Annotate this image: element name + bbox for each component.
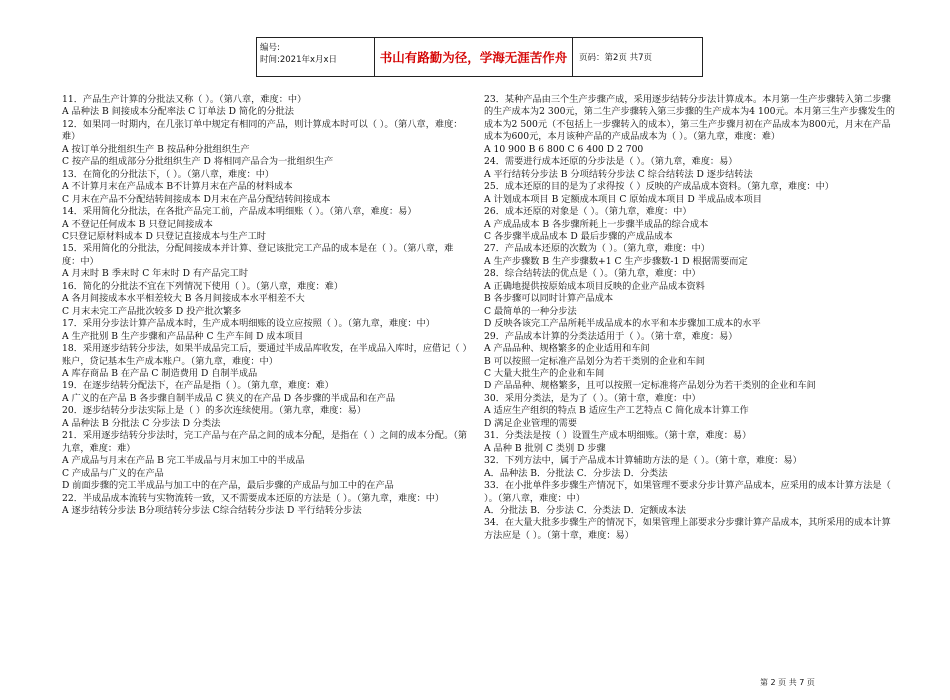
page-footer: 第 2 页 共 7 页	[760, 678, 815, 687]
question-line: 23．某种产品由三个生产步骤产成，采用逐步结转分步法计算成本。本月第一生产步骤转入第二步骤的生产成本为2 300元，第二生产步骤转入第三步骤的生产成本为4 100元。本月第三生产步骤发生的成本为2 500元（不包括上一步骤转入的成本），第三生产步骤月初在产品成本为800元，月末在产品成本为600元，本月该种产品的产成品成本为（ ）。（第九章，难度：难）	[484, 94, 895, 143]
header-meta	[257, 38, 375, 76]
question-line: D 满足企业管理的需要	[484, 417, 577, 429]
question-line: 28．综合结转法的优点是（ ）。（第九章，难度：中）	[484, 268, 701, 280]
question-line: A 产成品成本 B 各步骤所耗上一步骤半成品的综合成本	[484, 218, 709, 230]
question-line: A 库存商品 B 在产品 C 制造费用 D 自制半成品	[62, 367, 258, 379]
page-header	[256, 37, 703, 77]
question-line: 16．简化的分批法不宜在下列情况下使用（ ）。（第八章，难度：难）	[62, 280, 344, 292]
question-line: 13．在简化的分批法下，（ ）。（第八章，难度：中）	[62, 168, 275, 180]
question-line: 14．采用简化分批法，在各批产品完工前，产品成本明细账（ ）。（第八章，难度：易）	[62, 206, 417, 218]
question-line: A 适应生产组织的特点 B 适应生产工艺特点 C 简化成本计算工作	[484, 405, 749, 417]
question-line: A 产品品种、规格繁多的企业适用和车间	[484, 343, 650, 355]
question-line: 17．采用分步法计算产品成本时，生产成本明细账的设立应按照（ ）。（第九章，难度：中）	[62, 318, 435, 330]
question-line: A．分批法 B．分步法 C．分类法 D．定额成本法	[484, 504, 686, 516]
question-line: A 广义的在产品 B 各步骤自制半成品 C 狭义的在产品 D 各步骤的半成品和在产品	[62, 392, 396, 404]
question-line: A 不计算月末在产品成本 B不计算月末在产品的材料成本	[62, 181, 293, 193]
question-line: 18．采用逐步结转分步法，如果半成品完工后，要通过半成品库收发，在半成品入库时，应借记（ ）账户，贷记基本生产成本账户。（第九章，难度：中）	[62, 343, 468, 367]
question-line: D 前面步骤的完工半成品与加工中的在产品，最后步骤的产成品与加工中的在产品	[62, 480, 394, 492]
question-line: C 产成品与广义的在产品	[62, 467, 164, 479]
question-line: 26．成本还原的对象是（ ）。（第九章，难度：中）	[484, 206, 692, 218]
left-column	[62, 94, 470, 517]
question-line: 31．分类法是按（ ）设置生产成本明细账。（第十章，难度：易）	[484, 430, 752, 442]
question-line: A 平行结转分步法 B 分项结转分步法 C 综合结转法 D 逐步结转法	[484, 168, 753, 180]
question-line: 22．半成品成本流转与实物流转一致，又不需要成本还原的方法是（ ）。（第九章，难度：中）	[62, 492, 445, 504]
question-line: B 各步骤可以同时计算产品成本	[484, 293, 614, 305]
question-line: A 月末时 B 季末时 C 年末时 D 有产品完工时	[62, 268, 249, 280]
question-line: A 各月间接成本水平相差较大 B 各月间接成本水平相差不大	[62, 293, 305, 305]
question-line: 27．产品成本还原的次数为（ ）。（第九章，难度：中）	[484, 243, 710, 255]
question-line: C 按产品的组成部分分批组织生产 D 将相同产品合为一批组织生产	[62, 156, 334, 168]
question-line: D 产品品种、规格繁多，且可以按照一定标准将产品划分为若干类别的企业和车间	[484, 380, 816, 392]
question-line: C 各步骤半成品成本 D 最后步骤的产成品成本	[484, 230, 673, 242]
question-line: B 可以按照一定标准产品划分为若干类别的企业和车间	[484, 355, 705, 367]
question-line: A 不登记任何成本 B 只登记间接成本	[62, 218, 213, 230]
number-label: 编号:	[260, 43, 280, 53]
question-line: A．品种法 B．分批法 C．分步法 D．分类法	[484, 467, 668, 479]
question-line: A 品种法 B 间接成本分配率法 C 订单法 D 简化的分批法	[62, 106, 294, 118]
question-line: C 月末在产品不分配结转间接成本 D月末在产品分配结转间接成本	[62, 193, 331, 205]
question-line: 24．需要进行成本还原的分步法是（ ）。（第九章，难度：易）	[484, 156, 738, 168]
header-page-label: 页码：第2页 共7页	[579, 53, 653, 63]
question-line: 19．在逐步结转分配法下，在产品是指（ ）。（第九章，难度：难）	[62, 380, 334, 392]
question-line: A 品种法 B 分批法 C 分步法 D 分类法	[62, 417, 221, 429]
question-line: C 最简单的一种分步法	[484, 305, 577, 317]
question-line: 11．产品生产计算的分批法又称（ ）。（第八章，难度：中）	[62, 94, 307, 105]
question-line: 32．下列方法中，属于产品成本计算辅助方法的是（ ）。（第十章，难度：易）	[484, 455, 802, 467]
question-line: 12．如果同一时期内，在几张订单中规定有相同的产品，则计算成本时可以（ ）。（第八章，难度：难）	[62, 118, 463, 143]
question-line: C 大量大批生产的企业和车间	[484, 367, 605, 379]
question-line: A 按订单分批组织生产 B 按品种分批组织生产	[62, 143, 250, 155]
question-line: 21．采用逐步结转分步法时，完工产品与在产品之间的成本分配，是指在（ ）之间的成本分配。（第九章，难度：难）	[62, 430, 468, 454]
question-line: A 产成品与月末在产品 B 完工半成品与月末加工中的半成品	[62, 455, 305, 467]
question-line: A 逐步结转分步法 B分项结转分步法 C综合结转分步法 D 平行结转分步法	[62, 504, 362, 516]
question-line: 34．在大量大批多步骤生产的情况下，如果管理上部要求分步骤计算产品成本，其所采用的成本计算方法应是（ ）。（第十章，难度：易）	[484, 517, 891, 541]
question-line: A 10 900 B 6 800 C 6 400 D 2 700	[484, 143, 644, 155]
question-line: 20．逐步结转分步法实际上是（ ）的多次连续使用。（第九章，难度：易）	[62, 405, 367, 417]
question-line: 29．产品成本计算的分类法适用于（ ）。（第十章，难度：易）	[484, 330, 738, 342]
question-line: C 月末未完工产品批次较多 D 投产批次繁多	[62, 305, 242, 317]
question-line: 30．采用分类法，是为了（ ）。（第十章，难度：中）	[484, 392, 701, 404]
question-line: A 生产步骤数 B 生产步骤数+1 C 生产步骤数-1 D 根据需要而定	[484, 255, 748, 267]
question-line: 25．成本还原的目的是为了求得按（ ）反映的产成品成本资料。（第九章，难度：中）	[484, 181, 834, 193]
question-line: D 反映各该完工产品所耗半成品成本的水平和本步骤加工成本的水平	[484, 318, 761, 330]
question-line: A 计划成本项目 B 定额成本项目 C 原始成本项目 D 半成品成本项目	[484, 193, 762, 205]
question-line: 33．在小批单件多步骤生产情况下，如果管理不要求分步计算产品成本，应采用的成本计算方法是（ ）。（第八章，难度：中）	[484, 480, 891, 504]
question-line: C只登记原材料成本 D 只登记直接成本与生产工时	[62, 230, 266, 242]
right-column	[484, 94, 898, 542]
question-line: A 生产批别 B 生产步骤和产品品种 C 生产车间 D 成本项目	[62, 330, 304, 342]
question-line: A 品种 B 批别 C 类别 D 步骤	[484, 442, 606, 454]
header-motto: 书山有路勤为径，学海无涯苦作舟	[375, 38, 573, 76]
question-line: A 正确地提供按原始成本项目反映的企业产品成本资料	[484, 280, 705, 292]
time-label: 时间:2021年x月x日	[260, 55, 338, 65]
question-line: 15．采用简化的分批法，分配间接成本并计算、登记该批完工产品的成本是在（ ）。（第八章，难度：中）	[62, 243, 454, 267]
